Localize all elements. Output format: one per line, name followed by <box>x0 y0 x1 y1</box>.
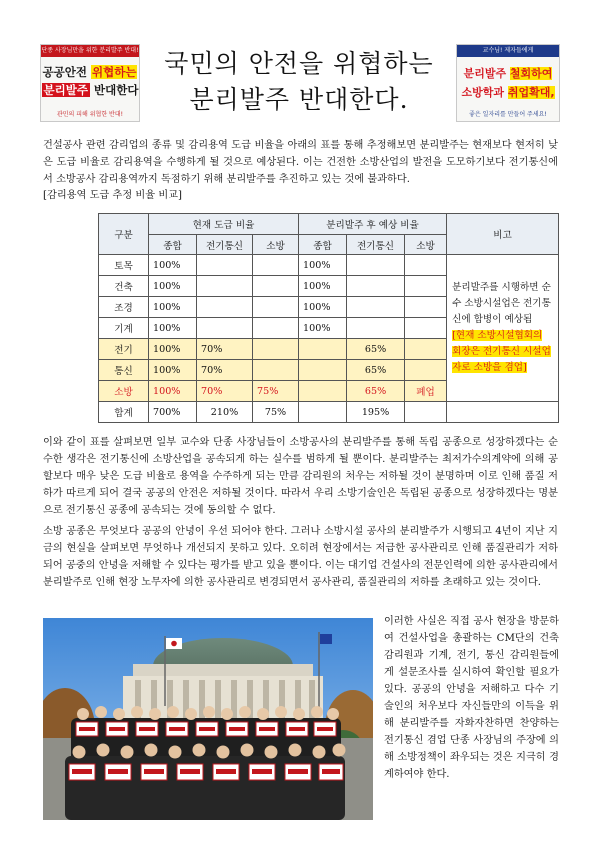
table-cell: 폐업 <box>405 381 447 402</box>
table-cell <box>405 255 447 276</box>
right-banner-top: 교수님! 제자들에게 <box>457 45 559 57</box>
sub-header: 소방 <box>253 235 299 255</box>
table-cell: 100% <box>149 255 197 276</box>
table-cell <box>253 339 299 360</box>
table-cell <box>253 360 299 381</box>
group-current-header: 현재 도급 비율 <box>149 214 299 235</box>
table-cell <box>197 255 253 276</box>
table-cell: 195% <box>347 402 405 423</box>
table-caption: [감리용역 도급 추정 비율 비교] <box>43 190 182 201</box>
table-cell: 100% <box>149 276 197 297</box>
left-banner-top: 단종 사장님만을 위한 분리발주 반대! <box>41 45 139 57</box>
row-label: 합계 <box>99 402 149 423</box>
table-cell <box>405 360 447 381</box>
sub-header: 종합 <box>299 235 347 255</box>
table-cell <box>347 318 405 339</box>
left-banner-line2 <box>41 82 139 98</box>
table-cell <box>299 381 347 402</box>
table-cell <box>447 402 559 423</box>
row-label: 소방 <box>99 381 149 402</box>
table-cell: 100% <box>299 297 347 318</box>
table-cell: 100% <box>149 297 197 318</box>
row-label: 토목 <box>99 255 149 276</box>
table-cell <box>197 297 253 318</box>
right-banner-line1 <box>457 65 559 81</box>
table-cell: 100% <box>299 276 347 297</box>
left-banner-line1-a: 공공안전 <box>42 65 87 79</box>
table-cell <box>405 402 447 423</box>
sub-header: 소방 <box>405 235 447 255</box>
table-cell <box>197 276 253 297</box>
table-cell: 75% <box>253 381 299 402</box>
ratio-comparison-table <box>98 213 559 423</box>
table-cell: 100% <box>299 318 347 339</box>
table-cell: 100% <box>149 318 197 339</box>
right-banner-line1-a: 분리발주 <box>463 67 507 80</box>
header <box>40 44 560 122</box>
table-cell: 100% <box>149 339 197 360</box>
table-cell <box>405 339 447 360</box>
table-cell: 100% <box>299 255 347 276</box>
protest-photo-illustration <box>43 618 373 820</box>
row-label: 기계 <box>99 318 149 339</box>
right-banner-line2-a: 소방학과 <box>461 86 504 99</box>
page-title-line1: 국민의 안전을 위협하는 <box>164 49 434 78</box>
page-title-line2: 분리발주 반대한다. <box>189 85 409 114</box>
table-cell: 65% <box>347 360 405 381</box>
table-cell <box>405 276 447 297</box>
table-cell: 65% <box>347 381 405 402</box>
table-cell: 100% <box>149 360 197 381</box>
table-row <box>99 402 559 423</box>
table-cell: 75% <box>253 402 299 423</box>
table-cell <box>253 297 299 318</box>
right-banner-line2 <box>457 84 559 100</box>
table-cell <box>299 402 347 423</box>
table-cell: 70% <box>197 360 253 381</box>
table-cell: 100% <box>149 381 197 402</box>
protest-photo <box>43 618 373 820</box>
table-cell <box>405 297 447 318</box>
col-note-header: 비고 <box>447 214 559 255</box>
sub-header: 전기통신 <box>197 235 253 255</box>
row-label: 건축 <box>99 276 149 297</box>
intro-paragraph: 건설공사 관련 감리업의 종류 및 감리용역 도급 비율을 아래의 표를 통해 추정해보면 분리발주는 현재보다 현저히 낮은 도급 비율로 감리용역을 수행하게 될 것으로 예상된다. 이는 건전한 소방산업의 발전을 도모하기보다 전기통신에서 소방공사 감리용역까지 독점하기 위해 분리발주를 추진하고 있는 것에 불과하다. <box>43 140 558 185</box>
note-cell <box>447 255 559 402</box>
table-header-row <box>99 214 559 235</box>
left-banner-line1 <box>41 64 139 80</box>
table-row <box>99 255 559 276</box>
page-title <box>148 46 450 118</box>
left-banner-bottom: 관민의 피해 위협한 반대! <box>56 111 124 118</box>
sub-header: 전기통신 <box>347 235 405 255</box>
note-text: 분리발주를 시행하면 순수 소방시설업은 전기통신에 합병이 예상됨 <box>452 282 551 325</box>
right-banner-line1-b: 철회하여 <box>509 67 553 80</box>
sub-header: 종합 <box>149 235 197 255</box>
table-cell: 65% <box>347 339 405 360</box>
right-banner-line2-b: 취업확대, <box>507 86 555 99</box>
left-protest-banner <box>40 44 140 122</box>
note-highlight: [현재 소방시설협회의 회장은 전기통신 시설업자로 소방을 겸업] <box>452 330 551 373</box>
table-cell: 700% <box>149 402 197 423</box>
table-cell <box>299 339 347 360</box>
analysis-paragraph: 이와 같이 표를 살펴보면 일부 교수와 단종 사장님들이 소방공사의 분리발주를 통해 독립 공종으로 성장하겠다는 순수한 생각은 전기통신에 소방산업을 공속되게 하는 실수를 범하게 될 뿐이다. 분리발주는 최저가수의계약에 의해 공할보다 매우 낮은 도급 비율로 용역을 수주하게 되는 만큼 감리원의 처우는 저하될 것이 분명하며 이로 인해 품질 저하가 따르게 되어 결국 공공의 안전은 저하될 것이다. 따라서 우리 소방기술인은 독립된 공종으로 성장하겠다는 명분으로 전기통신 공종에 공속되는 것에 동의할 수 없다. <box>43 437 558 516</box>
right-banner-bottom: 좋은 일자리를 만들어 주세요! <box>469 111 547 118</box>
survey-paragraph: 이러한 사실은 직접 공사 현장을 방문하여 건설사업을 총괄하는 CM단의 건축감리원과 기계, 전기, 통신 감리원들에게 설문조사를 실시하여 확인할 필요가 있다. 공공의 안녕을 저해하고 다수 기술인의 처우보다 자신들만의 이득을 위해 분리발주를 자화자찬하면 찬양하는 전기통신 겸업 단종 사장님의 주장에 의해 소방정책이 좌우되는 것은 지극히 경계하여야 한다. <box>384 616 559 780</box>
left-banner-line2-a: 분리발주 <box>43 83 88 97</box>
current-state-paragraph: 소방 공종은 무엇보다 공공의 안녕이 우선 되어야 한다. 그러나 소방시설 공사의 분리발주가 시행되고 4년이 지난 지금의 현실을 살펴보면 무엇하나 개선되지 못하고 있다. 오히려 현장에서는 저급한 공사관리로 인해 품질관리가 저하되어 공중의 안녕을 저해할 수 있다는 평가를 받고 있을 뿐이다. 이는 대기업 건설사의 전문인력에 의한 공사관리에서 분리발주로 인해 현장 노무자에 의한 공사관리로 변경되면서 공사관리, 품질관리의 저하를 초래하고 있는 것이다. <box>43 526 558 588</box>
col-category-header: 구분 <box>99 214 149 255</box>
table-cell <box>347 276 405 297</box>
table-cell <box>299 360 347 381</box>
row-label: 통신 <box>99 360 149 381</box>
table-cell <box>347 297 405 318</box>
right-protest-banner <box>456 44 560 122</box>
table-cell <box>405 318 447 339</box>
row-label: 전기 <box>99 339 149 360</box>
table-cell <box>253 255 299 276</box>
table-cell: 70% <box>197 381 253 402</box>
table-cell <box>347 255 405 276</box>
group-after-header: 분리발주 후 예상 비율 <box>299 214 447 235</box>
left-banner-line2-b: 반대한다 <box>94 83 139 97</box>
table-cell: 210% <box>197 402 253 423</box>
table-cell <box>253 276 299 297</box>
row-label: 조경 <box>99 297 149 318</box>
table-cell <box>253 318 299 339</box>
table-cell <box>197 318 253 339</box>
table-cell: 70% <box>197 339 253 360</box>
left-banner-line1-b: 위협하는 <box>92 65 137 79</box>
